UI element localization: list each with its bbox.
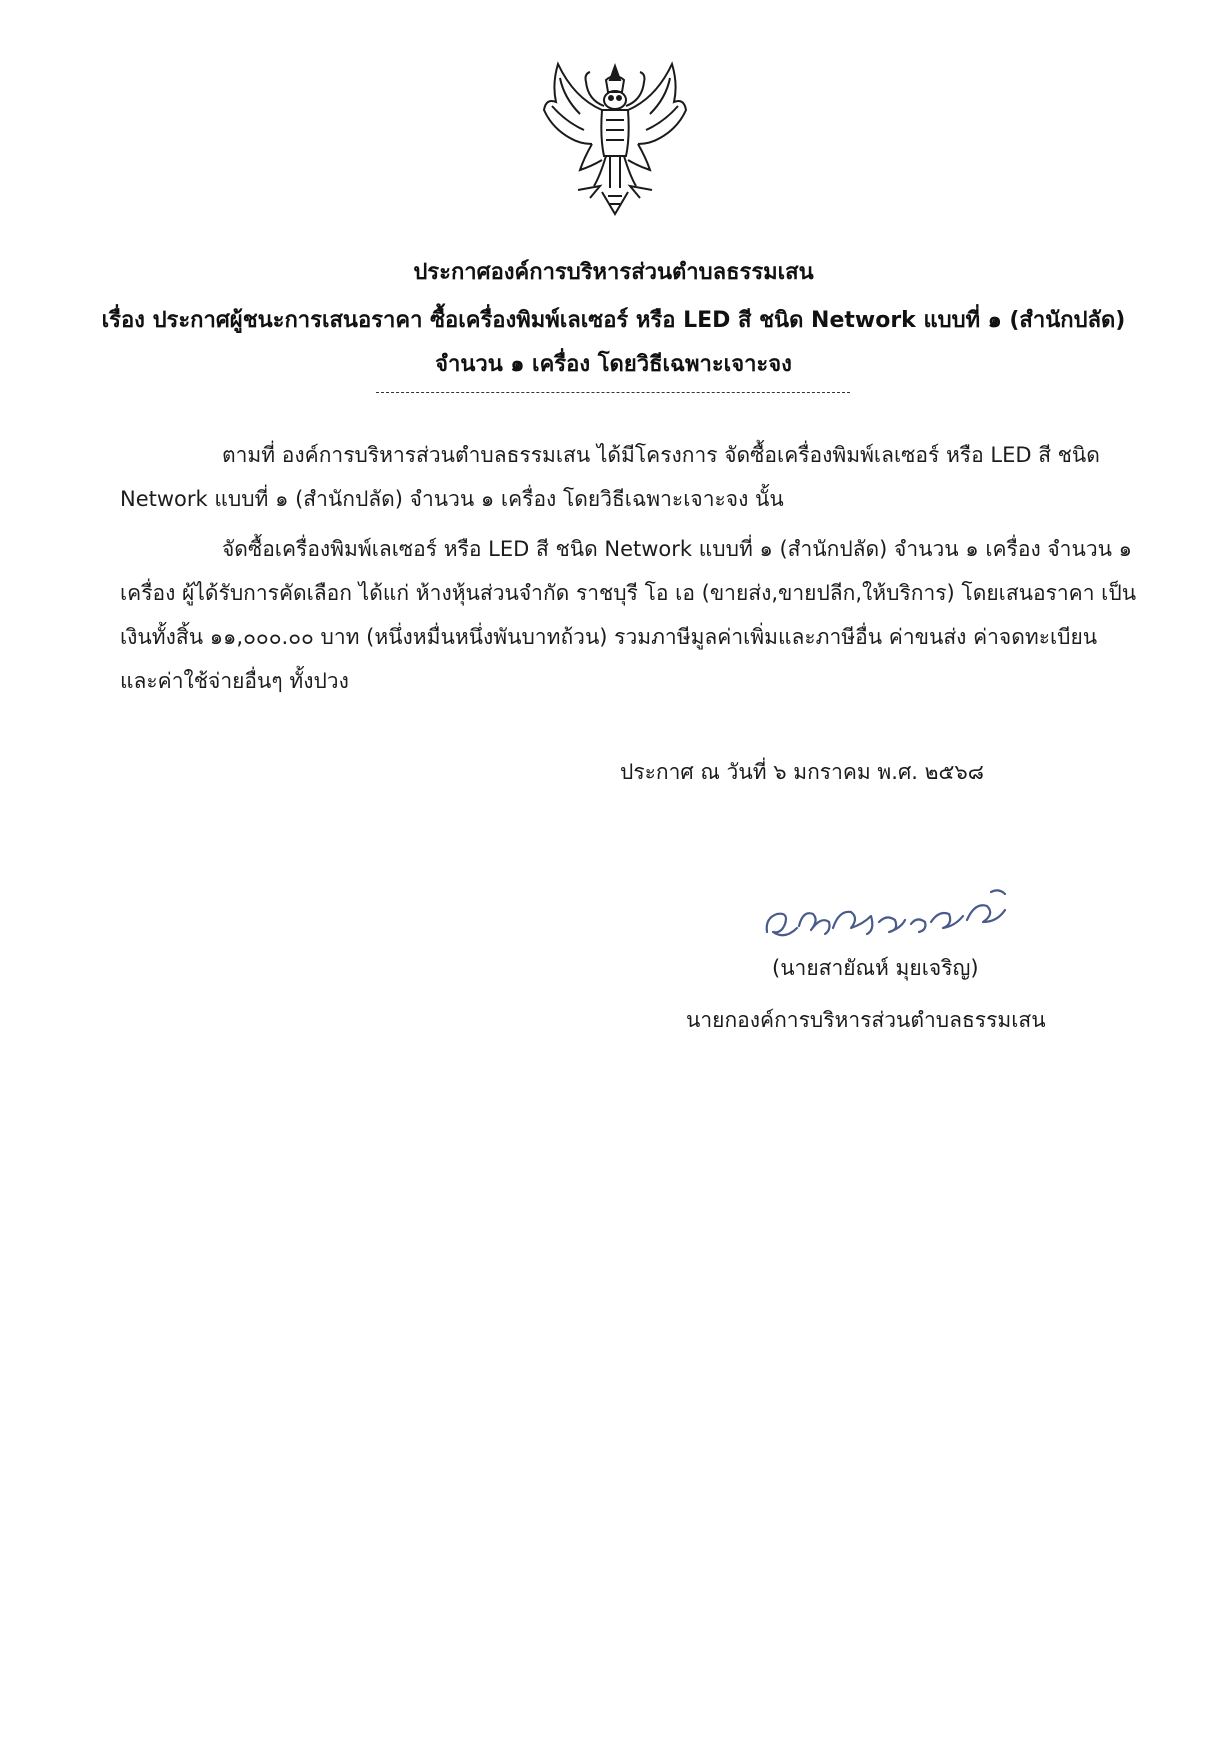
body-line: เครื่อง ผู้ได้รับการคัดเลือก ได้แก่ ห้างหุ้นส่วนจำกัด ราชบุรี โอ เอ (ขายส่ง,ขายปลีก,ให้บริการ) โดยเสนอราคา เป็น xyxy=(120,581,1137,605)
organization-title: ประกาศองค์การบริหารส่วนตำบลธรรมเสน xyxy=(413,260,814,285)
announcement-date: ประกาศ ณ วันที่ ๖ มกราคม พ.ศ. ๒๕๖๘ xyxy=(620,760,984,784)
signer-position: นายกองค์การบริหารส่วนตำบลธรรมเสน xyxy=(686,1008,1046,1032)
body-line: เงินทั้งสิ้น ๑๑,๐๐๐.๐๐ บาท (หนึ่งหมื่นหนึ่งพันบาทถ้วน) รวมภาษีมูลค่าเพิ่มและภาษีอื่น ค่าขนส่ง ค่าจดทะเบียน xyxy=(120,625,1098,649)
announcement-quantity: จำนวน ๑ เครื่อง โดยวิธีเฉพาะเจาะจง xyxy=(435,352,792,377)
announcement-subject: เรื่อง ประกาศผู้ชนะการเสนอราคา ซื้อเครื่องพิมพ์เลเซอร์ หรือ LED สี ชนิด Network แบบที่ ๑ (สำนักปลัด) xyxy=(101,308,1126,333)
body-line: และค่าใช้จ่ายอื่นๆ ทั้งปวง xyxy=(120,669,349,693)
body-line: จัดซื้อเครื่องพิมพ์เลเซอร์ หรือ LED สี ชนิด Network แบบที่ ๑ (สำนักปลัด) จำนวน ๑ เครื่อง จำนวน ๑ xyxy=(222,537,1132,561)
signer-name: (นายสายัณห์ มุยเจริญ) xyxy=(772,956,979,980)
handwritten-signature-icon xyxy=(755,880,1015,952)
garuda-emblem-icon xyxy=(540,58,690,220)
body-line: Network แบบที่ ๑ (สำนักปลัด) จำนวน ๑ เครื่อง โดยวิธีเฉพาะเจาะจง นั้น xyxy=(120,487,784,511)
header-divider xyxy=(376,392,850,393)
body-line: ตามที่ องค์การบริหารส่วนตำบลธรรมเสน ได้มีโครงการ จัดซื้อเครื่องพิมพ์เลเซอร์ หรือ LED สี ชนิด xyxy=(222,443,1100,467)
